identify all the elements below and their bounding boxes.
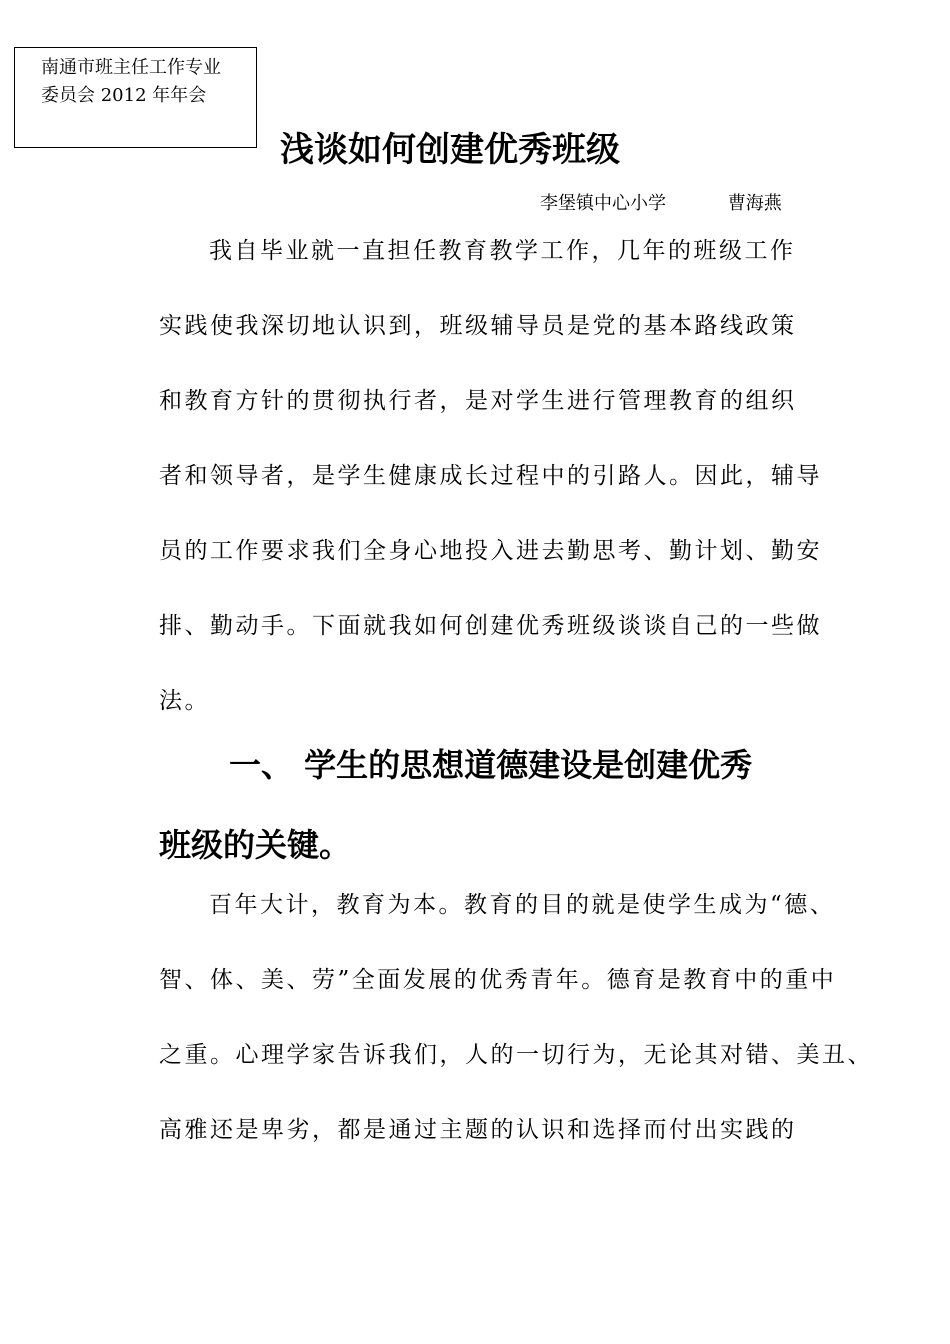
section-1-paragraph	[159, 890, 873, 1190]
section-heading-1	[159, 742, 839, 902]
paragraph-line: 和教育方针的贯彻执行者，是对学生进行管理教育的组织	[159, 388, 797, 414]
paragraph-line: 百年大计，教育为本。教育的目的就是使学生成为“德、	[209, 892, 836, 918]
paragraph-line: 我自毕业就一直担任教育教学工作，几年的班级工作	[209, 238, 796, 264]
intro-paragraph	[159, 236, 839, 761]
author-name: 曹海燕	[727, 193, 782, 214]
conference-label-line-1: 南通市班主任工作专业	[41, 57, 221, 78]
author-line	[540, 190, 782, 218]
paragraph-line: 之重。心理学家告诉我们，人的一切行为，无论其对错、美丑、	[159, 1042, 873, 1068]
paragraph-line: 者和领导者，是学生健康成长过程中的引路人。因此，辅导	[159, 463, 822, 489]
paragraph-line: 高雅还是卑劣，都是通过主题的认识和选择而付出实践的	[159, 1117, 797, 1143]
document-title: 浅谈如何创建优秀班级	[280, 130, 620, 170]
paragraph-line: 排、勤动手。下面就我如何创建优秀班级谈谈自己的一些做	[159, 613, 822, 639]
conference-label-line-2: 委员会 2012 年年会	[41, 85, 207, 106]
paragraph-line: 实践使我深切地认识到，班级辅导员是党的基本路线政策	[159, 313, 797, 339]
section-heading-line: 一、 学生的思想道德建设是创建优秀	[229, 746, 753, 784]
paragraph-line: 智、体、美、劳”全面发展的优秀青年。德育是教育中的重中	[159, 967, 837, 993]
author-school: 李堡镇中心小学	[540, 193, 666, 214]
paragraph-line: 员的工作要求我们全身心地投入进去勤思考、勤计划、勤安	[159, 538, 822, 564]
paragraph-line: 法。	[159, 688, 210, 714]
section-heading-line: 班级的关键。	[159, 826, 352, 864]
